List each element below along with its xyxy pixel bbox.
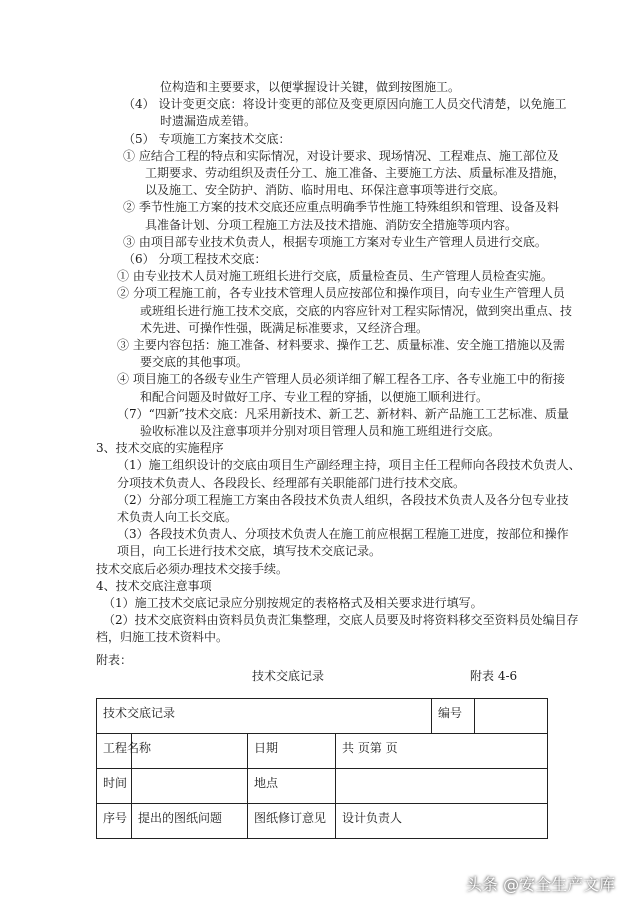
text-line: 或班组长进行施工技术交底，交底的内容应针对工程实际情况，做到突出重点、技	[140, 304, 573, 318]
text-line: 工期要求、劳动组织及责任分工、施工准备、主要施工方法、质量标准及措施，	[145, 166, 566, 180]
text-line: ① 应结合工程的特点和实际情况，对设计要求、现场情况、工程难点、施工部位及	[123, 149, 559, 163]
text-line: 具准备计划、分项工程施工方法及技术措施、消防安全措施等项内容。	[145, 218, 518, 232]
text-line: （1）施工组织设计的交底由项目生产副经理主持，项目主任工程师向各段技术负责人、	[117, 458, 581, 472]
text-line: ③ 主要内容包括：施工准备、材料要求、操作工艺、质量标准、安全施工措施以及需	[117, 338, 565, 352]
table-row	[97, 804, 548, 839]
text-line: 技术交底后必须办理技术交接手续。	[96, 562, 289, 576]
text-line: （5） 专项施工方案技术交底：	[123, 132, 291, 146]
text-line: （1）施工技术交底记录应分别按规定的表格格式及相关要求进行填写。	[103, 596, 483, 610]
table-cell: 日期	[248, 734, 336, 769]
table-row	[97, 769, 548, 804]
table-cell: 编号	[432, 699, 475, 734]
table-cell: 共 页第 页	[336, 734, 548, 769]
table-cell: 提出的图纸问题	[132, 804, 248, 839]
text-line: （7）“四新”技术交底：凡采用新技术、新工艺、新材料、新产品施工工艺标准、质量	[117, 407, 569, 421]
text-line: （4） 设计变更交底：将设计变更的部位及变更原因向施工人员交代清楚，以免施工	[123, 97, 567, 111]
text-line: 以及施工、安全防护、消防、临时用电、环保注意事项等进行交底。	[145, 183, 506, 197]
text-line: 时遗漏造成差错。	[160, 114, 257, 128]
watermark: 头条 @安全生产文库	[466, 875, 616, 894]
text-line: ④ 项目施工的各级专业生产管理人员必须详细了解工程各工序、各专业施工中的衔接	[117, 372, 565, 386]
text-line: ② 季节性施工方案的技术交底还应重点明确季节性施工特殊组织和管理、设备及料	[123, 200, 559, 214]
table-cell: 地点	[248, 769, 336, 804]
table-cell	[475, 699, 548, 734]
table-cell	[336, 769, 548, 804]
table-row	[97, 699, 548, 734]
table-row	[97, 734, 548, 769]
disclosure-record-table	[96, 698, 548, 839]
text-line: 要交底的其他事项。	[140, 355, 249, 369]
appendix-label: 附表：	[96, 653, 133, 667]
text-line: （2）分部分项工程施工方案由各段技术负责人组织，各段技术负责人及各分包专业技	[117, 493, 569, 507]
text-line: 验收标准以及注意事项并分别对项目管理人员和施工班组进行交底。	[140, 424, 501, 438]
text-line: 分项技术负责人、各段段长、经理部有关职能部门进行技术交底。	[117, 476, 466, 490]
text-line: 和配合问题及时做好工序、专业工程的穿插，以便施工顺利进行。	[140, 390, 489, 404]
text-line: 项目，向工长进行技术交底，填写技术交底记录。	[117, 544, 382, 558]
text-line: ② 分项工程施工前，各专业技术管理人员应按部位和操作项目，向专业生产管理人员	[117, 286, 565, 300]
section-heading: 3、技术交底的实施程序	[96, 441, 224, 455]
text-line: 术先进、可操作性强，既满足标准要求，又经济合理。	[140, 321, 429, 335]
text-line: 术负责人向工长交底。	[117, 510, 238, 524]
text-line: 位构造和主要要求，以便掌握设计关键，做到按图施工。	[160, 80, 461, 94]
text-line: 档，归施工技术资料中。	[96, 630, 229, 644]
appendix-ref: 附表 4-6	[470, 669, 518, 683]
table-cell: 设计负责人	[336, 804, 548, 839]
text-line: ③ 由项目部专业技术负责人，根据专项施工方案对专业生产管理人员进行交底。	[123, 235, 547, 249]
table-cell: 序号	[97, 804, 132, 839]
text-line: （6） 分项工程技术交底：	[123, 252, 267, 266]
table-cell	[132, 769, 248, 804]
text-line: ① 由专业技术人员对施工班组长进行交底，质量检查员、生产管理人员检查实施。	[117, 269, 553, 283]
section-heading: 4、技术交底注意事项	[96, 579, 212, 593]
table-cell: 工程名称	[97, 734, 132, 769]
text-line: （3）各段技术负责人、分项技术负责人在施工前应根据工程施工进度，按部位和操作	[117, 527, 569, 541]
text-line: （2）技术交底资料由资料员负责汇集整理，交底人员要及时将资料移交至资料员处编目存	[103, 613, 579, 627]
table-cell: 技术交底记录	[97, 699, 432, 734]
appendix-title: 技术交底记录	[252, 669, 325, 683]
table-cell: 时间	[97, 769, 132, 804]
table-cell: 图纸修订意见	[248, 804, 336, 839]
